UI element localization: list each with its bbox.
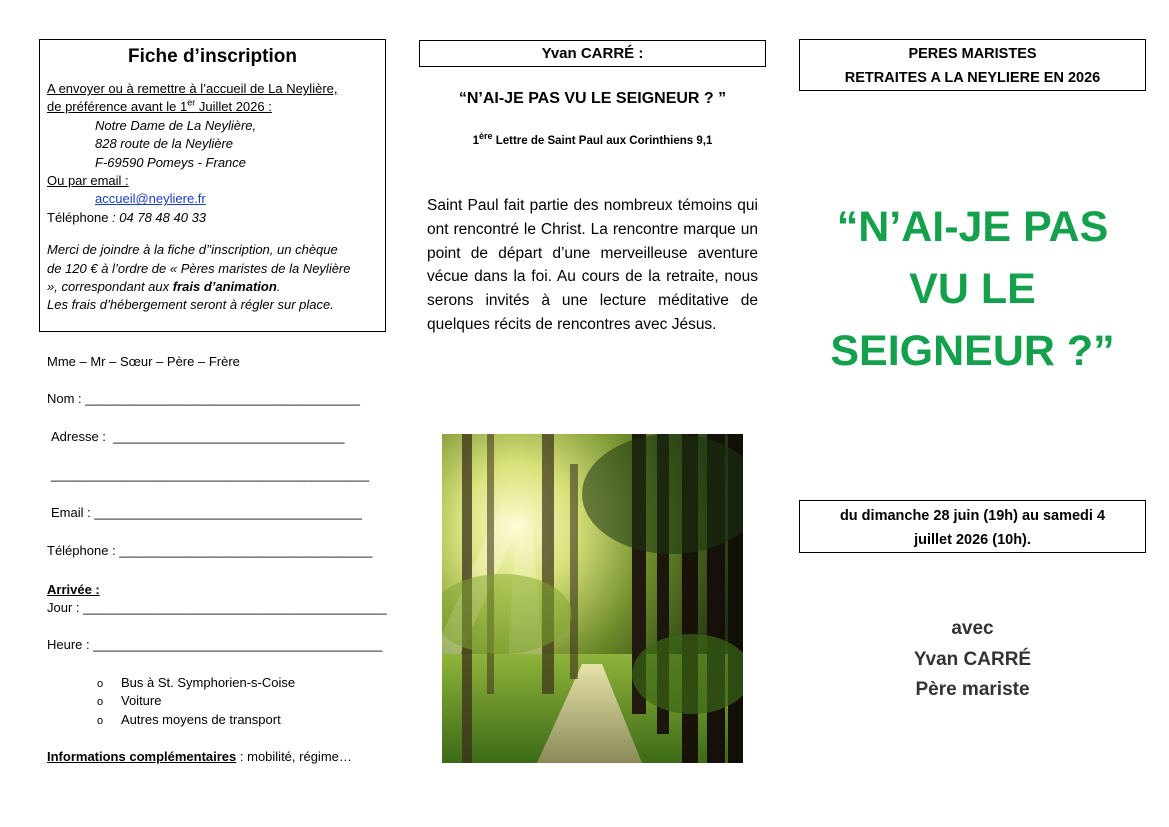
cover-title-line-1: “N’AI-JE PAS: [836, 203, 1109, 251]
option-voiture[interactable]: o Voiture: [97, 693, 162, 708]
header-line-1: PERES MARISTES: [908, 46, 1037, 62]
email-label: Ou par email :: [47, 173, 129, 189]
presenter-name: Yvan CARRÉ: [913, 648, 1032, 670]
retreat-title: “N’AI-JE PAS VU LE SEIGNEUR ? ”: [458, 90, 727, 107]
adresse-field[interactable]: Adresse : ________________________________: [51, 429, 345, 444]
address-line-1: Notre Dame de La Neylière,: [95, 117, 257, 133]
date-box: [799, 500, 1146, 553]
nom-field[interactable]: Nom : ______________________________________: [47, 391, 361, 406]
send-line-1: A envoyer ou à remettre à l’accueil de La Neylière,: [47, 81, 338, 96]
description-text: Saint Paul fait partie des nombreux témoins qui ont rencontré le Christ. La rencontre marque un point de départ d’une merveilleuse aventure vécue dans la foi. Au cours de la retraite, nous serons invités à une lecture méditative de quelques récits de rencontres avec Jésus.: [427, 197, 758, 333]
bullet-icon: o: [97, 696, 104, 708]
frais-line: Les frais d’hébergement seront à régler sur place.: [47, 297, 334, 313]
adresse-field-2[interactable]: ____________________________________________: [51, 467, 370, 482]
phone-line: Téléphone : 04 78 48 40 33: [47, 209, 207, 225]
presenter-with: avec: [951, 618, 994, 639]
info-complementaires[interactable]: Informations complémentaires : mobilité, régime…: [47, 749, 352, 764]
forest-path-image: [442, 434, 743, 763]
heure-field[interactable]: Heure : ________________________________________: [47, 637, 383, 652]
civility-options[interactable]: Mme – Mr – Sœur – Père – Frère: [47, 354, 240, 369]
date-line-2: juillet 2026 (10h).: [914, 532, 1031, 548]
merci-line-1: Merci de joindre à la fiche d’’inscription, un chèque: [47, 242, 338, 258]
date-line-1: du dimanche 28 juin (19h) au samedi 4: [839, 508, 1106, 524]
email-field[interactable]: Email : _____________________________________: [51, 505, 362, 520]
email-link[interactable]: accueil@neyliere.fr: [95, 191, 206, 207]
bullet-icon: o: [97, 715, 104, 727]
presenter-role: Père mariste: [915, 679, 1030, 700]
option-bus[interactable]: o Bus à St. Symphorien-s-Coise: [97, 675, 296, 690]
header-box: [799, 39, 1146, 91]
header-line-2: RETRAITES A LA NEYLIERE EN 2026: [844, 70, 1101, 86]
arrivee-label: Arrivée :: [47, 582, 100, 597]
bullet-icon: o: [97, 678, 104, 690]
registration-box: [39, 39, 386, 332]
merci-line-3: », correspondant aux frais d’animation.: [47, 279, 281, 295]
presenter-block: [799, 614, 1146, 706]
jour-field[interactable]: Jour : __________________________________________: [47, 600, 387, 615]
cover-title-line-3: SEIGNEUR ?”: [830, 327, 1115, 375]
cover-title-line-2: VU LE: [909, 265, 1036, 313]
cover-title: [799, 196, 1146, 382]
address-line-2: 828 route de la Neylière: [95, 136, 234, 152]
scripture-reference: 1ère Lettre de Saint Paul aux Corinthiens 9,1: [472, 131, 713, 147]
option-autres[interactable]: o Autres moyens de transport: [97, 712, 281, 727]
telephone-field[interactable]: Téléphone : ___________________________________: [47, 543, 373, 558]
registration-title: Fiche d’inscription: [128, 46, 297, 67]
address-line-3: F-69590 Pomeys - France: [95, 154, 247, 170]
author-box: Yvan CARRÉ :: [419, 40, 766, 67]
merci-line-2: de 120 € à l’ordre de « Pères maristes de la Neylière: [47, 260, 351, 276]
send-line-2: de préférence avant le 1er Juillet 2026 :: [47, 98, 272, 115]
